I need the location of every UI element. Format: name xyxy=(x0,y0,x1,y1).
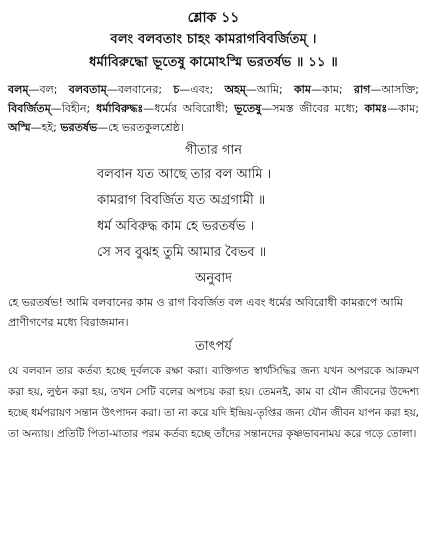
song xyxy=(8,163,419,265)
verse-line-2: ধর্মাবিরুদ্ধো ভূতেষু কামোঽস্মি ভরতর্ষভ ॥ ১১ ॥ xyxy=(89,55,338,70)
word-term: বলম্ xyxy=(8,83,29,96)
word-term: বলবতাম্ xyxy=(68,83,107,96)
word-term: কাম xyxy=(293,83,311,96)
song-line-1: বলবান যত আছে তার বল আমি । xyxy=(97,167,272,182)
word-term: ভূতেষু xyxy=(234,102,262,115)
song-line-4: সে সব বুঝহ তুমি আমার বৈভব ॥ xyxy=(97,245,267,260)
word-term: বিবর্জিতম্ xyxy=(8,102,51,115)
word-meaning: —আসক্তি; xyxy=(370,83,419,96)
translation-heading: অনুবাদ xyxy=(195,271,232,286)
purport-text: যে বলবান তার কর্তব্য হচ্ছে দুর্বলকে রক্ষা করা। ব্যক্তিগত স্বার্থসিদ্ধির জন্য যখন অপরকে আক্রমণ করা হয়, লুণ্ঠন করা হয়, তখন সেটি বলের অপচয় করা হয়। তেমনই, কাম বা যৌন জীবনের উদ্দেশ্য হচ্ছে ধর্মপরায়ণ সন্তান উৎপাদন করা। তা না করে যদি ইন্দ্রিয়-তৃপ্তির জন্য যৌন জীবন যাপন করা হয়, তা অন্যায়। প্রতিটি পিতা-মাতার পরম কর্তব্য হচ্ছে তাঁদের সন্তানদের কৃষ্ণভাবনাময় করে গড়ে তোলা। xyxy=(8,365,419,440)
song-line-2: কামরাগ বিবর্জিত যত অগ্রগামী ॥ xyxy=(97,193,266,208)
word-term: ধর্মাবিরুদ্ধঃ xyxy=(96,102,144,115)
word-term: কামঃ xyxy=(364,102,388,115)
word-meaning: —কাম; xyxy=(387,102,419,115)
word-meaning: —ধর্মের অবিরোধী; xyxy=(143,102,235,115)
song-line-3: ধর্ম অবিরুদ্ধ কাম হে ভরতর্ষভ । xyxy=(97,219,255,234)
word-term: চ xyxy=(173,83,180,96)
word-meaning: —হে ভরতকুলশ্রেষ্ঠ। xyxy=(97,121,184,134)
word-meaning: —বল; xyxy=(28,83,69,96)
word-meaning: —সমস্ত জীবের মধ্যে; xyxy=(261,102,365,115)
word-meaning: —বিহীন; xyxy=(50,102,97,115)
purport-heading: তাৎপর্য xyxy=(195,339,232,354)
word-meaning: —হই; xyxy=(30,121,61,134)
word-term: রাগ xyxy=(353,83,371,96)
verse-line-1: বলং বলবতাং চাহং কামরাগবিবর্জিতম্ । xyxy=(110,32,317,47)
sanskrit-verse xyxy=(8,28,419,74)
translation-text: হে ভরতর্ষভ! আমি বলবানের কাম ও রাগ বিবর্জিত বল এবং ধর্মের অবিরোধী কামরূপে আমি প্রাণীগণের মধ্যে বিরাজমান। xyxy=(8,296,403,329)
word-term: ভরতর্ষভ xyxy=(60,121,98,134)
word-meaning: —আমি; xyxy=(245,83,294,96)
song-heading: গীতার গান xyxy=(184,143,243,158)
word-meanings xyxy=(8,80,419,137)
word-meaning: —কাম; xyxy=(310,83,354,96)
word-term: অহম্ xyxy=(224,83,246,96)
verse-number: শ্লোক ১১ xyxy=(187,10,240,26)
word-meaning: —এবং; xyxy=(179,83,225,96)
word-meaning: —বলবানের; xyxy=(106,83,174,96)
word-term: অস্মি xyxy=(8,121,31,134)
